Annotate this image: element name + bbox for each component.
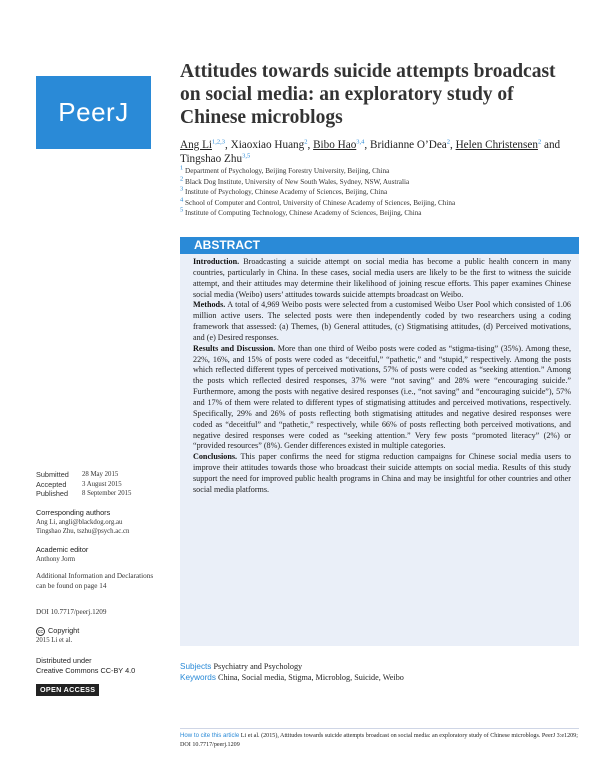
keywords-row bbox=[180, 672, 579, 683]
section-text: A total of 4,969 Weibo posts were selected from a customised Weibo User Pool which consisted of 1.06 million active users. The selected posts were then independently coded by two researchers using a coding framework that assessed: (a) Themes, (b) General attitudes, (c) Stigmatising attitudes, (d) Perceived motivations, and (e) Desired responses. bbox=[193, 300, 571, 342]
affiliation bbox=[180, 187, 580, 198]
affiliation-text: Institute of Computing Technology, Chinese Academy of Sciences, Beijing, China bbox=[185, 209, 422, 218]
license-block bbox=[36, 656, 171, 675]
copyright-label: Copyright bbox=[48, 626, 80, 635]
copyright-row bbox=[36, 626, 171, 636]
affiliation-num: 5 bbox=[180, 206, 184, 214]
author-sup: 3,5 bbox=[242, 152, 251, 160]
abstract-methods bbox=[193, 300, 571, 343]
affiliation-num: 1 bbox=[180, 164, 184, 172]
section-label: Conclusions. bbox=[193, 452, 238, 462]
author-sup: 2 bbox=[446, 138, 450, 146]
editor-block bbox=[36, 545, 171, 564]
corresponding-label: Corresponding authors bbox=[36, 508, 111, 517]
abstract-heading: ABSTRACT bbox=[180, 237, 579, 254]
date-label: Published bbox=[36, 489, 69, 498]
open-access-block bbox=[36, 684, 171, 696]
section-text: Broadcasting a suicide attempt on social media has become a public health concern in many countries, particularly in China. In these cases, social media users are likely to be the first to witness the suicide attempt, and their attitudes may determine their likelihood of joining rescue efforts. This paper examines Chinese social media (Weibo) users’ attitudes towards suicide attempts broadcast on Weibo. bbox=[193, 257, 572, 299]
copyright-icon: cc bbox=[38, 628, 43, 635]
citation-text: Li et al. (2015), Attitudes towards suicide attempts broadcast on social media: an exploratory study of Chinese microblogs. PeerJ 3:e1209; DOI 10.7717/peerj.1209 bbox=[180, 733, 578, 748]
license-prefix: Distributed under bbox=[36, 656, 92, 665]
date-published bbox=[36, 489, 171, 499]
author-sup: 2 bbox=[537, 138, 542, 146]
license-link[interactable]: Creative Commons CC-BY 4.0 bbox=[36, 665, 136, 675]
copyright-block bbox=[36, 626, 171, 645]
open-access-badge: OPEN ACCESS bbox=[36, 684, 99, 696]
affiliation-num: 2 bbox=[180, 175, 184, 183]
corresponding-email[interactable]: Tingshao Zhu, tszhu@psych.ac.cn bbox=[36, 528, 130, 535]
additional-info-link[interactable]: Additional Information and Declarations can be found on page 14 bbox=[36, 572, 154, 590]
date-label: Submitted bbox=[36, 470, 69, 479]
affiliation-num: 4 bbox=[180, 196, 184, 204]
date-value: 28 May 2015 bbox=[82, 471, 119, 478]
subjects-keywords bbox=[180, 661, 579, 683]
keywords-value: China, Social media, Stigma, Microblog, Suicide, Weibo bbox=[218, 673, 404, 682]
dates-block bbox=[36, 470, 171, 499]
corresponding-email[interactable]: Ang Li, angli@blackdog.org.au bbox=[36, 518, 123, 526]
section-label: Methods. bbox=[193, 300, 226, 310]
doi-link[interactable]: DOI 10.7717/peerj.1209 bbox=[36, 608, 107, 616]
affiliation bbox=[180, 177, 580, 188]
abstract-conclusions bbox=[193, 452, 571, 495]
affiliation bbox=[180, 166, 580, 177]
subjects-value[interactable]: Psychiatry and Psychology bbox=[213, 662, 303, 671]
date-accepted bbox=[36, 480, 171, 490]
editor-name: Anthony Jorm bbox=[36, 555, 76, 563]
affiliation-num: 3 bbox=[180, 185, 184, 193]
abstract-body bbox=[180, 254, 579, 646]
date-submitted bbox=[36, 470, 171, 480]
affiliation-text: Black Dog Institute, University of New South Wales, Sydney, NSW, Australia bbox=[185, 177, 410, 186]
abstract-introduction bbox=[193, 257, 571, 300]
copyright-value: 2015 Li et al. bbox=[36, 636, 73, 644]
author-sup: 3,4 bbox=[356, 138, 365, 146]
date-value: 3 August 2015 bbox=[82, 480, 122, 488]
citation-label: How to cite this article bbox=[180, 732, 240, 739]
affiliations bbox=[180, 166, 580, 219]
peerj-logo[interactable]: PeerJ bbox=[36, 76, 151, 149]
author-conj: and bbox=[543, 139, 561, 151]
author-link[interactable]: Ang Li bbox=[180, 139, 213, 151]
author-name: Tingshao Zhu bbox=[180, 153, 243, 165]
abstract-results bbox=[193, 344, 571, 452]
citation bbox=[180, 728, 579, 750]
date-label: Accepted bbox=[36, 479, 67, 489]
affiliation-text: School of Computer and Control, University of Chinese Academy of Sciences, Beijing, China bbox=[185, 198, 456, 207]
section-text: This paper confirms the need for stigma reduction campaigns for Chinese social media users to improve their attitudes towards those who broadcast their suicide attempts on social media. Results of this study support the need for improved public health programs in China and may be insightful for other countries and other social media platforms. bbox=[193, 452, 571, 494]
author-sup: 1,2,3 bbox=[212, 138, 226, 146]
keywords-label: Keywords bbox=[180, 673, 216, 682]
affiliation bbox=[180, 198, 580, 209]
author-name: Xiaoxiao Huang bbox=[230, 139, 305, 151]
section-label: Results and Discussion. bbox=[193, 343, 276, 353]
section-label: Introduction. bbox=[193, 257, 240, 266]
author-link[interactable]: Bibo Hao bbox=[313, 139, 357, 151]
date-value: 8 September 2015 bbox=[82, 490, 132, 497]
editor-label: Academic editor bbox=[36, 545, 89, 554]
article-title: Attitudes towards suicide attempts broadcast on social media: an exploratory study of Chinese microblogs bbox=[180, 61, 556, 128]
subjects-row bbox=[180, 661, 579, 672]
author-link[interactable]: Helen Christensen bbox=[455, 139, 538, 151]
affiliation-text: Department of Psychology, Beijing Forestry University, Beijing, China bbox=[185, 167, 390, 175]
section-text: More than one third of Weibo posts were coded as “stigma-tising” (35%). Among these, 22%, 16%, and 15% of posts were coded as “deceitful,” “pathetic,” and “stupid,” respectively. Among the posts which reflected different types of perceived motivations, 57% of posts were coded as “seeking attention.” Among the posts which reflected desired responses, 37% were “not saving” and 28% were “encouraging suicide.” Furthermore, among the posts with negative desired responses (i.e., “not saving” and “encouraging suicide”), 57% and 17% of them were related to different types of stigmatising attitudes and perceived motivations, respectively. Specifically, 29% and 26% of posts reflecting both stigmatising attitudes and negative desired responses were coded as “deceitful” and “pathetic,” respectively, while 66% of posts reflecting both perceived motivations, and negative desired responses were coded as “seeking attention.” Very few posts “promoted literacy” (2%) or “provided resources” (8%). Gender differences existed in multiple categories. bbox=[193, 343, 571, 451]
author-sup: 2 bbox=[304, 138, 308, 146]
corresponding-block bbox=[36, 508, 171, 537]
affiliation-text: Institute of Psychology, Chinese Academy of Sciences, Beijing, China bbox=[185, 188, 388, 197]
affiliation bbox=[180, 208, 580, 219]
author-name: Bridianne O’Dea bbox=[370, 139, 447, 151]
subjects-label: Subjects bbox=[180, 662, 212, 671]
author-list: Ang Li$^{1,2,3}$, Xiaoxiao Huang$^2$, Bibo Hao$^{3,4}$, Bridianne O’Dea$^2$, Helen Christensen$^2$ and Tingshao Zhu$^{3,5}$ bbox=[180, 138, 561, 165]
